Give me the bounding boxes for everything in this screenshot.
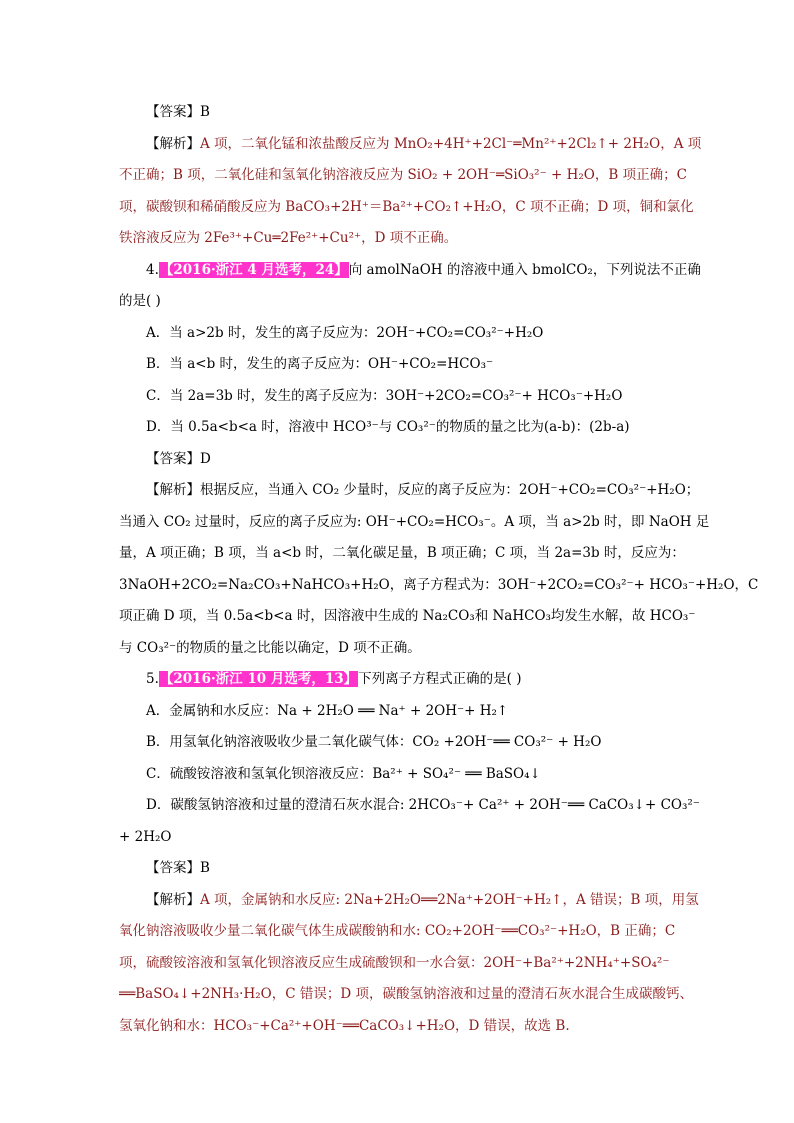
q4-analysis-line: 项正确 D 项，当 0.5a<b<a 时，因溶液中生成的 Na₂CO₃和 NaHCO₃均发生水解，故 HCO₃⁻ [119,608,696,624]
analysis-label: 【解析】 [146,892,200,908]
q5-analysis-line: ══BaSO₄↓+2NH₃·H₂O，C 错误；D 项，碳酸氢钠溶液和过量的澄清石灰水混合生成碳酸钙、 [119,986,693,1002]
answer-label: 【答案】 [146,860,200,876]
q4-stem-cont: 的是( ) [119,293,161,309]
question-number: 5. [146,671,159,687]
source-tag: 【2016·浙江 10 月选考，13】 [159,671,358,687]
question-stem: 向 amolNaOH 的溶液中通入 bmolCO₂，下列说法不正确 [348,262,701,278]
answer-label: 【答案】 [146,451,200,467]
answer-value: D [200,451,211,467]
analysis-label: 【解析】 [146,136,200,152]
analysis-label: 【解析】 [146,482,200,498]
q5-answer [146,859,210,877]
q4-option-b: B．当 a<b 时，发生的离子反应为：OH⁻+CO₂=HCO₃⁻ [146,356,494,372]
q4-option-c: C．当 2a=3b 时，发生的离子反应为：3OH⁻+2CO₂=CO₃²⁻+ HCO₃⁻+H₂O [146,388,623,404]
q5-option-b: B．用氢氧化钠溶液吸收少量二氧化碳气体：CO₂ +2OH⁻══ CO₃²⁻ + H₂O [146,734,602,750]
q5-analysis-line: 项，硫酸铵溶液和氢氧化钡溶液反应生成硫酸钡和一水合氨：2OH⁻+Ba²⁺+2NH₄⁺+SO₄²⁻ [119,955,670,971]
q5-analysis-line: 氧化钠溶液吸收少量二氧化碳气体生成碳酸钠和水: CO₂+2OH⁻══CO₃²⁻+H₂O，B 正确；C [119,923,676,939]
answer-value: B [200,104,210,120]
q5-analysis-line [146,891,699,909]
answer-label: 【答案】 [146,104,200,120]
q3-analysis-line: 铁溶液反应为 2Fe³⁺+Cu═2Fe²⁺+Cu²⁺，D 项不正确。 [119,230,458,246]
q5-stem [146,670,521,688]
q4-analysis-line [146,481,699,499]
q3-analysis-line [146,135,701,153]
analysis-text: A 项，金属钠和水反应: 2Na+2H₂O══2Na⁺+2OH⁻+H₂↑，A 错误；B 项，用氢 [200,892,699,908]
question-number: 4. [146,262,159,278]
q4-option-d: D．当 0.5a<b<a 时，溶液中 HCO³⁻与 CO₃²⁻的物质的量之比为(a-b)：(2b-a) [146,419,630,435]
q4-analysis-line: 量，A 项正确；B 项，当 a<b 时，二氧化碳足量，B 项正确；C 项，当 2a=3b 时，反应为： [119,545,685,561]
q5-option-c: C．硫酸铵溶液和氢氧化钡溶液反应：Ba²⁺ + SO₄²⁻ ══ BaSO₄↓ [146,766,541,782]
analysis-text: 根据反应，当通入 CO₂ 少量时，反应的离子反应为：2OH⁻+CO₂=CO₃²⁻+H₂O； [200,482,700,498]
q4-option-a: A．当 a>2b 时，发生的离子反应为：2OH⁻+CO₂=CO₃²⁻+H₂O [146,325,544,341]
q4-analysis-line: 与 CO₃²⁻的物质的量之比能以确定，D 项不正确。 [119,640,421,656]
q5-analysis-line: 氢氧化钠和水：HCO₃⁻+Ca²⁺+OH⁻══CaCO₃↓+H₂O，D 错误，故选 B. [119,1018,570,1034]
q4-analysis-line: 3NaOH+2CO₂=Na₂CO₃+NaHCO₃+H₂O，离子方程式为：3OH⁻+2CO₂=CO₃²⁻+ HCO₃⁻+H₂O，C [119,577,759,593]
q3-answer [146,103,210,121]
q4-analysis-line: 当通入 CO₂ 过量时，反应的离子反应为: OH⁻+CO₂=HCO₃⁻。A 项，当 a>2b 时，即 NaOH 足 [119,514,710,530]
q3-analysis-line: 不正确；B 项，二氧化硅和氢氧化钠溶液反应为 SiO₂ + 2OH⁻═SiO₃²⁻ + H₂O，B 项正确；C [119,167,687,183]
answer-value: B [200,860,210,876]
analysis-text: A 项，二氧化锰和浓盐酸反应为 MnO₂+4H⁺+2Cl⁻═Mn²⁺+2Cl₂↑+ 2H₂O，A 项 [200,136,702,152]
q4-answer [146,450,211,468]
q5-option-d: D．碳酸氢钠溶液和过量的澄清石灰水混合: 2HCO₃⁻+ Ca²⁺ + 2OH⁻══ CaCO₃↓+ CO₃²⁻ [146,797,700,813]
q5-option-a: A．金属钠和水反应：Na + 2H₂O ══ Na⁺ + 2OH⁻+ H₂↑ [146,703,509,719]
source-tag: 【2016·浙江 4 月选考，24】 [159,262,348,278]
q5-option-d-cont: + 2H₂O [119,829,172,845]
question-stem: 下列离子方程式正确的是( ) [358,671,522,687]
q4-stem [146,261,701,279]
q3-analysis-line: 项，碳酸钡和稀硝酸反应为 BaCO₃+2H⁺＝Ba²⁺+CO₂↑+H₂O，C 项不正确；D 项，铜和氯化 [119,199,694,215]
